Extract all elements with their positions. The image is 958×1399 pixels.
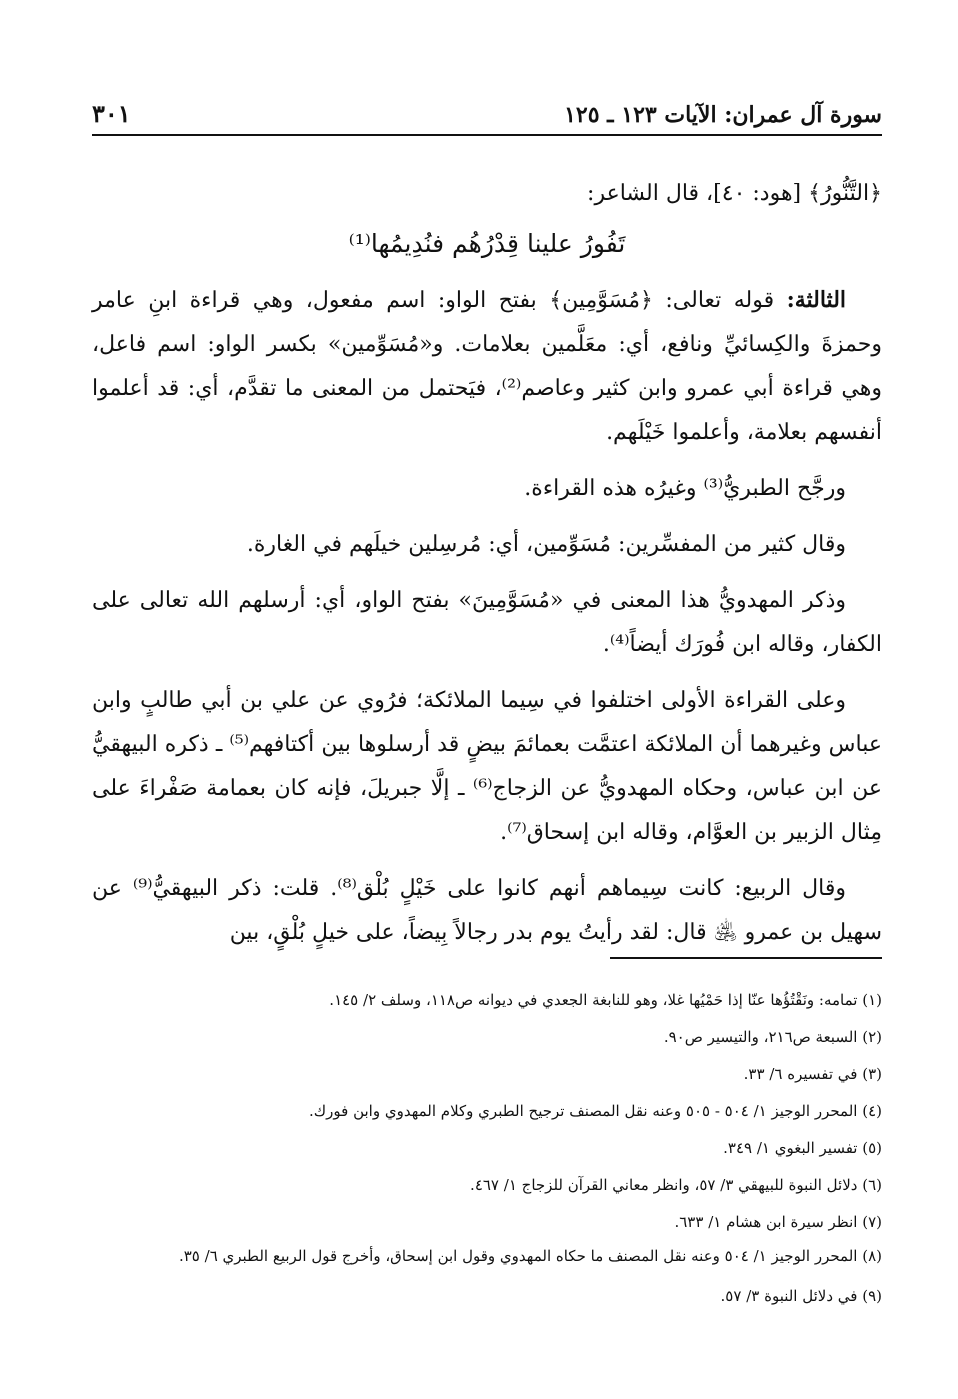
page-header [92,88,882,136]
intro-line: ﴿التَّنُّورُ﴾ [هود: ٤٠]، قال الشاعر: [587,181,882,206]
paragraph-sima: وعلى القراءة الأولى اختلفوا في سِيما الملائكة؛ فرُوي عن علي بن أبي طالبٍ وابن عباس وغيرهما أن الملائكة اعتمَّت بعمائمَ بيضٍ قد أرسلوها بين أكتافهم⁽⁵⁾ ـ ذكره البيهقيُّ عن ابن عباس، وحكاه المهدويُّ عن الزجاج⁽⁶⁾ ـ إلَّا جبريلَ، فإنه كان بعمامة صَفْراءَ على مِثال الزبير بن العوَّام، وقاله ابن إسحاق⁽⁷⁾. [92,688,882,845]
footnote: (٩) في دلائل النبوة ٣/ ٥٧. [720,1287,882,1305]
footnote: (٦) دلائل النبوة للبيهقي ٣/ ٥٧، وانظر معاني القرآن للزجاج ١/ ٤٦٧. [470,1176,882,1194]
page-number: ٣٠١ [92,99,131,128]
footnote: (١) تمامه: ونَقْتُؤُها عنّا إذا حَمْيُها غلا، وهو للنابغة الجعدي في ديوانه ص١١٨، وسلف ٢/ ١٤٥. [329,991,882,1009]
paragraph-text: قوله تعالى: ﴿مُسَوَّمِين﴾ بفتح الواو: اسم مفعول، وهي قراءة ابنِ عامر وحمزةَ والكِسائيِّ ونافع، أي: معَلَّمين بعلامات. و«مُسَوِّمين» بكسر الواو: اسم فاعل، وهي قراءة أبي عمرو وابن كثير وعاصم⁽²⁾، فيَحتمل من المعنى ما تقدَّم، أي: قد أعلموا أنفسهم بعلامة، وأعلموا خَيْلَهم. [92,288,882,445]
main-text [92,172,882,967]
paragraph-mufassirin: وقال كثير من المفسِّرين: مُسَوِّمين، أي: مُرسِلين خيلَهم في الغارة. [246,532,846,557]
footnote: (٣) في تفسيره ٦/ ٣٣. [743,1065,882,1083]
footnote: (٨) المحرر الوجيز ١/ ٥٠٤ وعنه نقل المصنف ما حكاه المهدوي وقول ابن إسحاق، وأخرج قول الربيع الطبري ٦/ ٣٥. [178,1247,882,1265]
paragraph-tabari: ورجَّح الطبريُّ⁽³⁾ وغيرُه هذه القراءة. [524,476,846,501]
footnote-separator [610,957,882,959]
paragraph-label: الثالثة: [786,287,847,313]
paragraph-third [92,278,882,455]
footnote: (٧) انظر سيرة ابن هشام ١/ ٦٣٣. [674,1213,882,1231]
footnote: (٤) المحرر الوجيز ١/ ٥٠٤ - ٥٠٥ وعنه نقل المصنف ترجيح الطبري وكلام المهدوي وابن فورك. [309,1102,882,1120]
footnotes [92,982,882,1315]
paragraph-mahdawi: وذكر المهدويُّ هذا المعنى في «مُسَوَّمِينَ» بفتح الواو، أي: أرسلهم الله تعالى على الكفار، وقاله ابن فُورَك أيضاً⁽⁴⁾. [92,588,882,657]
surah-title: سورة آل عمران: الآيات ١٢٣ ـ ١٢٥ [564,102,882,128]
footnote: (٢) السبعة ص٢١٦، والتيسير ص٩٠. [663,1028,882,1046]
paragraph-rabi: وقال الربيع: كانت سِيماهم أنهم كانوا على خَيْلٍ بُلْق⁽⁸⁾. قلت: ذكر البيهقيُّ⁽⁹⁾ عن سهيل بن عمرو ﵁ قال: لقد رأيتُ يوم بدر رجالاً بِيضاً، على خيلٍ بُلْقٍ، بين [92,876,882,945]
footnote: (٥) تفسير البغوي ١/ ٣٤٩. [723,1139,882,1157]
poetry-verse: تَفُورُ علينا قِدْرُهُم فنُدِيمُها⁽¹⁾ [348,229,626,258]
